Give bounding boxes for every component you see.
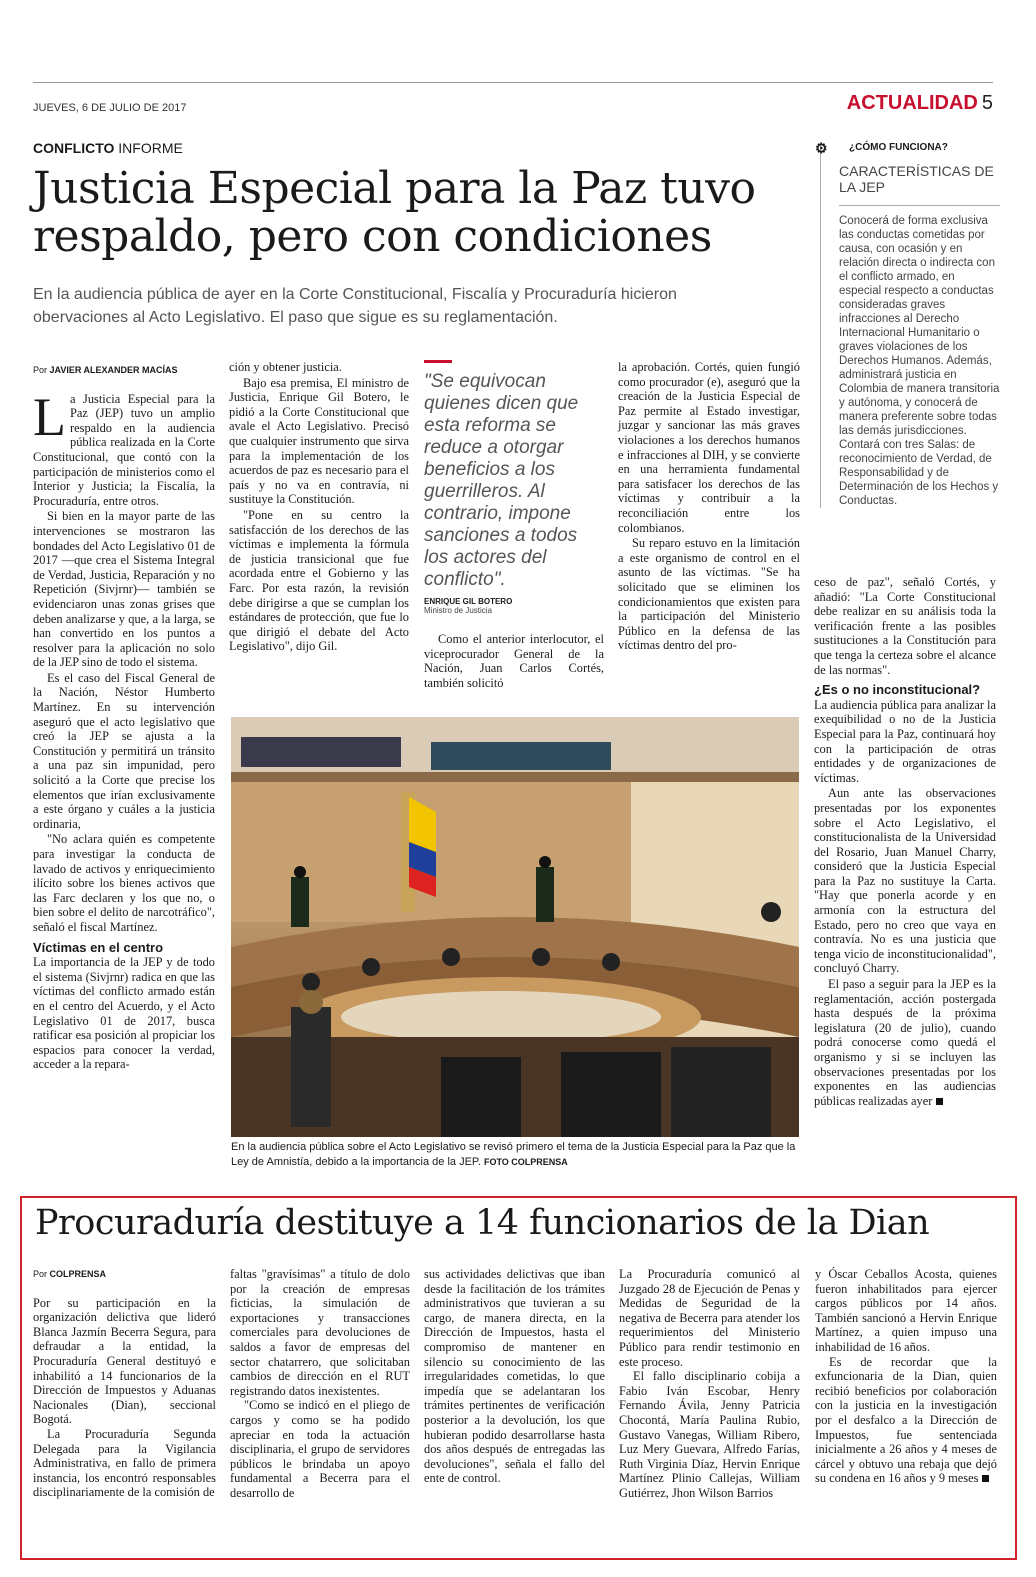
issue-date: JUEVES, 6 DE JULIO DE 2017 [33, 102, 187, 114]
paragraph: Es el caso del Fiscal General de la Nación, Néstor Humberto Martínez. En su intervención aseguró que el acto legislativo que creó la JEP se ajusta a la Constitución y permitirá un tránsito a una paz sin impunidad, pero solicitó a la Corte que precise los elementos que irían exclusivamente a este órgano y cuáles a la justicia ordinaria, [33, 670, 215, 831]
article2-col-1 [33, 1267, 216, 1500]
paragraph: La audiencia pública para analizar la exequibilidad o no de la Justicia Especial para la Paz, continuará hoy con la participación de otras entidades y de organizaciones de víctimas. [814, 697, 996, 785]
paragraph-text: a Justicia Especial para la Paz (JEP) tuvo un amplio respaldo en la audiencia pública realizada en la Corte Constitucional, que contó con la participación de ministerios como el Interior y Justicia; la Fiscalía, la Procuraduría, entre otros. [33, 391, 215, 508]
article-col-5 [814, 575, 996, 1109]
paragraph: La Procuraduría comunicó al Juzgado 28 de Ejecución de Penas y Medidas de Seguridad de la negativa de Becerra para atender los requerimientos del Ministerio Público para rendir testimonio en este proceso. [619, 1267, 800, 1369]
paragraph: Aun ante las observaciones presentadas por los exponentes sobre el Acto Legislativo, el constitucionalista de la Universidad del Rosario, Juan Manuel Charry, consideró que la Justicia Especial para la Paz no sustituye la Carta. "Hay que ponerla acorde y en armonía con la estructura del Estado, pero no creo que vaya en contravía. No es una justicia que tenga vicio de inconstitucionalidad", concluyó Charry. [814, 786, 996, 976]
paragraph: "Como se indicó en el pliego de cargos y como se ha podido apreciar en toda la actuación disciplinaria, el grupo de servidores públicos le brindaba un apoyo fundamental a Becerra para el desarrollo de [230, 1398, 410, 1500]
quote-author: ENRIQUE GIL BOTERO [424, 597, 513, 606]
paragraph: faltas "gravísimas" a título de dolo por la creación de empresas ficticias, la simulación de exportaciones y transacciones comerciales para devoluciones de saldos a favor de empresas del sector chatarrero, que solicitaban cambios de dirección en el RUT registrando datos inexistentes. [230, 1267, 410, 1398]
paragraph: ceso de paz", señaló Cortés, y añadió: "La Corte Constitucional debe realizar en su análisis toda la verificación frente a las posibles sustituciones a la Constitución para que tenga la certeza sobre el alcance de las normas". [814, 575, 996, 677]
pull-quote [424, 360, 604, 615]
dropcap: L [33, 386, 66, 447]
article2-col-3 [424, 1267, 605, 1486]
page-number: 5 [981, 92, 993, 114]
paragraph: La importancia de la JEP y de todo el sistema (Sivjrnr) radica en que las víctimas del conflicto armado están en el centro del Acuerdo, y el Acto Legislativo 01 de 2017, busca ratificar esa posición al propiciar los espacios para conocer la verdad, acceder a la repara- [33, 955, 215, 1072]
paragraph: Bajo esa premisa, El ministro de Justicia, Enrique Gil Botero, le pidió a la Corte Constitucional que avale el Acto Legislativo. Precisó que cualquier instrumento que sirva para la implementación de los acuerdos de paz es necesario para el país y no va en contravía, ni sustituye la Constitución. [229, 375, 409, 507]
section-name: ACTUALIDAD [846, 92, 978, 114]
quote-accent [424, 360, 452, 363]
end-mark [936, 1098, 943, 1105]
paragraph: "Pone en su centro la satisfacción de los derechos de las víctimas e implementa la fórmula de justicia transicional que fue acordada entre el Gobierno y las Farc. Por esta razón, la revisión debe dirigirse a que se cumplan los estándares de protección, que fue lo que dirigió el debate del Acto Legislativo", dijo Gil. [229, 507, 409, 654]
paragraph-text: El paso a seguir para la JEP es la reglamentación, acción postergada hasta después de la próxima legislatura (20 de julio), cuando podrá conocerse como quedá el organismo y si se incluyen las observaciones presentadas por los exponentes en las audiencias públicas realizadas ayer [814, 977, 996, 1108]
paragraph [814, 977, 996, 1108]
paragraph: Como el anterior interlocutor, el viceprocurador General de la Nación, Juan Carlos Cortés, también solicitó [424, 632, 604, 690]
byline-prefix: Por [33, 1269, 48, 1279]
courtroom-illustration [231, 717, 799, 1137]
sidebar-box [815, 140, 1000, 508]
article-col-1 [33, 363, 215, 1073]
sidebar-head-text: ¿CÓMO FUNCIONA? [849, 142, 948, 153]
paragraph: y Óscar Ceballos Acosta, quienes fueron inhabilitados para ejercer cargos públicos por 14 años. También sancionó a Hervin Enrique Martínez, a quien impuso una inhabilidad de 16 años. [815, 1267, 997, 1354]
courtroom-photo [231, 717, 799, 1137]
byline-prefix: Por [33, 365, 48, 375]
top-rule [33, 82, 993, 83]
paragraph: la aprobación. Cortés, quien fungió como procurador (e), aseguró que la creación de la Justicia Especial de Paz permite al Estado investigar, juzgar y sancionar las más graves violaciones a los derechos humanos e infracciones al DIH, y se convierte en una herramienta fundamental para satisfacer los derechos de las víctimas y contribuir a la reconciliación entre los colombianos. [618, 360, 800, 535]
paragraph: Si bien en la mayor parte de las intervenciones se mostraron las bondades del Acto Legislativo 01 de 2017 —que crea el Sistema Integral de Verdad, Justicia, Reparación y no Repetición (Sivjrnr)— también se evidenciaron unas zonas grises que deben analizarse y que, a la larga, se han convertido en los puntos a resolver para la aplicación no solo de la JEP sino de todo el sistema. [33, 509, 215, 670]
caption-credit: FOTO COLPRENSA [483, 1157, 568, 1167]
paragraph: "No aclara quién es competente para investigar la conducta de lavado de activos y enriquecimiento ilícito sobre los bienes activos que las Farc declaren y los que no, o bien sobre el delito de narcotráfico", señaló el fiscal Martínez. [33, 832, 215, 934]
kicker-rest: INFORME [118, 140, 183, 156]
byline [33, 363, 215, 378]
sidebar-body: Conocerá de forma exclusiva las conductas cometidas por causa, con ocasión y en relación directa o indirecta con el conflicto armado, en especial respecto a conductas consideradas graves infracciones al Derecho Internacional Humanitario o graves violaciones de los Derechos Humanos. Además, administrará justicia en Colombia de manera transitoria y autónoma, y conocerá de manera preferente sobre todas las demás jurisdicciones. Contará con tres Salas: de reconocimiento de Verdad, de Responsabilidad y de Determinación de los Hechos y Conductas. [839, 205, 1000, 508]
sidebar-head [815, 140, 1000, 156]
paragraph: La Procuraduría Segunda Delegada para la Vigilancia Administrativa, en fallo de primera instancia, los encontró responsables disciplinariamente de la comisión de [33, 1426, 216, 1500]
caption-text: En la audiencia pública sobre el Acto Legislativo se revisó primero el tema de la Justicia Especial para la Paz que la Ley de Amnistía, debido a la importancia de la JEP. [231, 1141, 796, 1168]
paragraph [815, 1355, 997, 1486]
paragraph: sus actividades delictivas que iban desde la facilitación de los trámites administrativos que tuvieran a su cargo, de manera directa, en la Dirección de Impuestos, hasta el compromiso de mantener en silencio su conocimiento de las irregularidades cometidas, lo que impedía que se adelantaran los trámites pertinentes de verificación posterior a la devolución, los que hubieran podido desarrollarse hasta dos años después de entregadas las devoluciones", señala el fallo del ente de control. [424, 1267, 605, 1486]
photo-caption [231, 1140, 801, 1170]
article-col-3-bottom [424, 632, 604, 691]
subhead: ¿Es o no inconstitucional? [814, 682, 981, 698]
paragraph: Su reparo estuvo en la limitación a este organismo de control en el asunto de las víctimas. "Se ha solicitado que se eliminen los condicionamientos que existen para la participación del Ministerio Público en la defensa de las víctimas dentro del pro- [618, 536, 800, 653]
paragraph [33, 386, 215, 509]
paragraph: El fallo disciplinario cobija a Fabio Iván Escobar, Henry Fernando Ávila, Jenny Patricia Chocontá, María Paulina Rubio, Gustavo Vanegas, William Ribero, Luz Mery Guevara, Alfredo Farías, Ruth Virginia Díaz, Hervin Enrique Martínez Plinio Callejas, William Gutiérrez, Jhon Wilson Barrios [619, 1369, 800, 1500]
deck: En la audiencia pública de ayer en la Corte Constitucional, Fiscalía y Procuraduría hicieron obervaciones al Acto Legislativo. El paso que sigue es su reglamentación. [33, 286, 677, 326]
sidebar-title: CARACTERÍSTICAS DE LA JEP [839, 163, 994, 195]
paragraph: Por su participación en la organización delictiva que lideró Blanca Jazmín Becerra Segura, para defraudar a la entidad, la Procuraduría General destituyó e inhabilitó a 14 funcionarios de la Dirección de Impuestos y Aduanas Nacionales (Dian), seccional Bogotá. [33, 1295, 216, 1427]
gear-icon: ⚙ [815, 140, 828, 156]
article2-col-4 [619, 1267, 800, 1501]
paragraph-text: Es de recordar que la exfuncionaria de la Dian, quien recibió beneficios por colaboración con la justicia en la investigación por el desfalco a la Dirección de Impuestos, fue sentenciada inicialmente a 26 años y 4 meses de cárcel y obtuvo una rebaja que dejó su condena en 16 años y 9 meses [815, 1354, 997, 1486]
article2-headline: Procuraduría destituye a 14 funcionarios de la Dian [35, 1203, 930, 1243]
kicker [33, 140, 183, 156]
article-col-2 [229, 360, 409, 655]
kicker-bold: CONFLICTO [33, 140, 115, 156]
byline-name: COLPRENSA [49, 1269, 107, 1279]
end-mark [982, 1475, 989, 1482]
article-col-4 [618, 360, 800, 654]
paragraph: ción y obtener justicia. [229, 360, 342, 374]
section-label [847, 92, 993, 115]
quote-role: Ministro de Justicia [424, 606, 493, 615]
article2-byline [33, 1267, 216, 1282]
byline-name: JAVIER ALEXANDER MACÍAS [49, 365, 178, 375]
article2-col-5 [815, 1267, 997, 1486]
article2-col-2 [230, 1267, 410, 1501]
subhead: Víctimas en el centro [33, 939, 164, 955]
headline: Justicia Especial para la Paz tuvo respaldo, pero con condiciones [33, 163, 756, 262]
quote-text: "Se equivocan quienes dicen que esta reforma se reduce a otorgar beneficios a los guerrilleros. Al contrario, impone sanciones a todos los actores del conflicto". [424, 371, 579, 590]
